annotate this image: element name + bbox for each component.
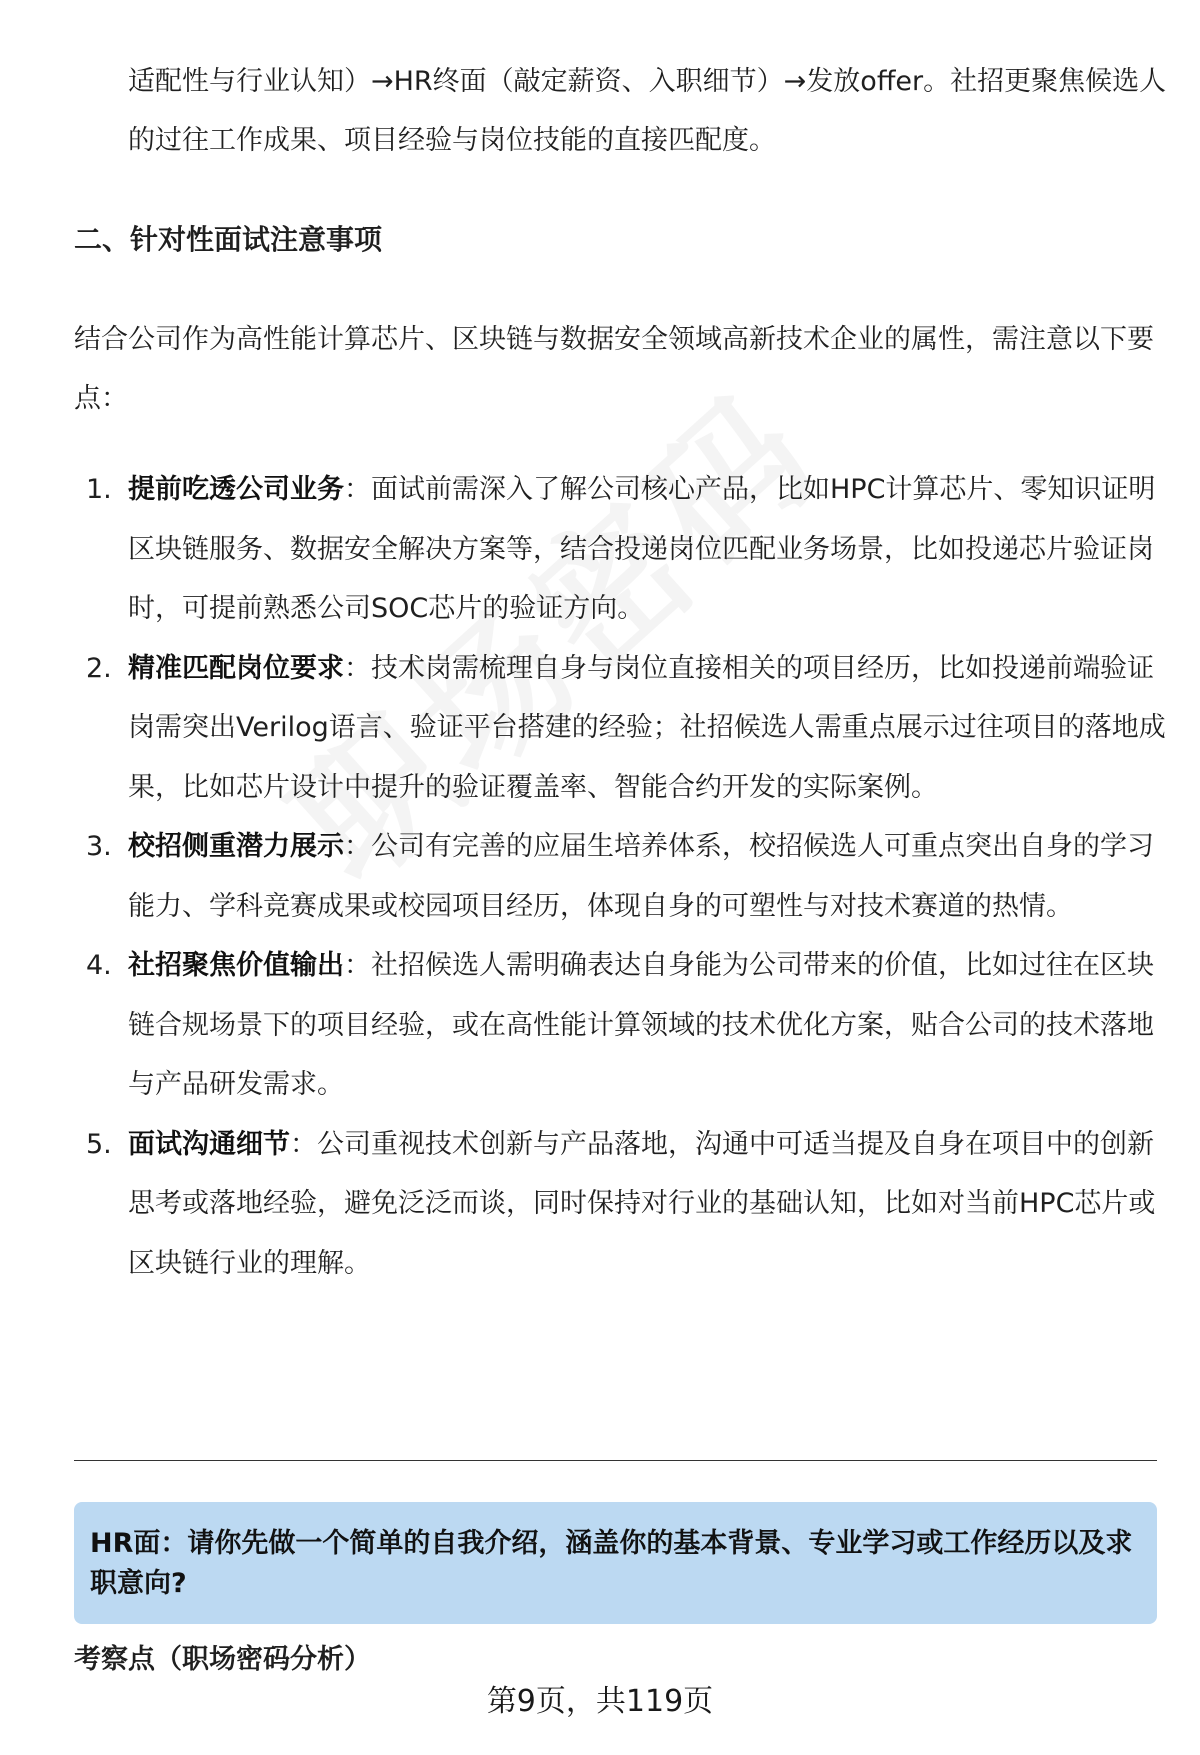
list-item [74,639,1174,818]
list-item-number: 2. [86,652,112,684]
list-item-title: 精准匹配岗位要求 [128,652,344,684]
list-item [74,1115,1174,1294]
list-item-text: 技术岗需梳理自身与岗位直接相关的项目经历，比如投递前端验证岗需突出Verilog语言、验证平台搭建的经验；社招候选人需重点展示过往项目的落地成果，比如芯片设计中提升的验证覆盖率、智能合约开发的实际案例。 [128,652,1166,803]
list-item-separator: ： [344,474,371,505]
section-heading: 二、针对性面试注意事项 [74,223,383,256]
list-item-text: 社招候选人需明确表达自身能为公司带来的价值，比如过往在区块链合规场景下的项目经验，或在高性能计算领域的技术优化方案，贴合公司的技术落地与产品研发需求。 [128,950,1154,1100]
list-item-separator: ： [290,1128,317,1160]
question-text: HR面：请你先做一个简单的自我介绍，涵盖你的基本背景、专业学习或工作经历以及求职意向? [90,1528,1133,1599]
list-item-title: 提前吃透公司业务 [128,474,344,505]
list-item-number: 1. [86,474,112,505]
tips-list [74,460,1174,1293]
section-intro-paragraph: 结合公司作为高性能计算芯片、区块链与数据安全领域高新技术企业的属性，需注意以下要点： [74,324,1154,414]
analysis-subheading: 考察点（职场密码分析） [74,1644,371,1675]
list-item-number: 4. [86,950,112,981]
list-item-separator: ： [344,652,371,684]
list-item-text: 公司有完善的应届生培养体系，校招候选人可重点突出自身的学习能力、学科竞赛成果或校园项目经历，体现自身的可塑性与对技术赛道的热情。 [128,831,1154,922]
list-item-separator: ： [344,831,371,862]
list-item [74,817,1174,936]
list-item-title: 面试沟通细节 [128,1128,290,1160]
list-item-separator: ： [344,950,371,981]
list-item [74,460,1174,639]
list-item-title: 社招聚焦价值输出 [128,950,344,981]
list-item-text: 面试前需深入了解公司核心产品，比如HPC计算芯片、零知识证明区块链服务、数据安全解决方案等，结合投递岗位匹配业务场景，比如投递芯片验证岗时，可提前熟悉公司SOC芯片的验证方向。 [128,474,1156,624]
list-item-number: 5. [86,1128,112,1160]
section-divider [74,1460,1157,1461]
list-item-text: 公司重视技术创新与产品落地，沟通中可适当提及自身在项目中的创新思考或落地经验，避免泛泛而谈，同时保持对行业的基础认知，比如对当前HPC芯片或区块链行业的理解。 [128,1128,1156,1279]
list-item-number: 3. [86,831,112,862]
intro-continuation-paragraph: 适配性与行业认知）→HR终面（敲定薪资、入职细节）→发放offer。社招更聚焦候选人的过往工作成果、项目经验与岗位技能的直接匹配度。 [128,66,1167,156]
list-item [74,936,1174,1115]
list-item-title: 校招侧重潜力展示 [128,831,344,862]
question-box [74,1502,1157,1624]
page-number-footer: 第9页，共119页 [486,1684,714,1719]
